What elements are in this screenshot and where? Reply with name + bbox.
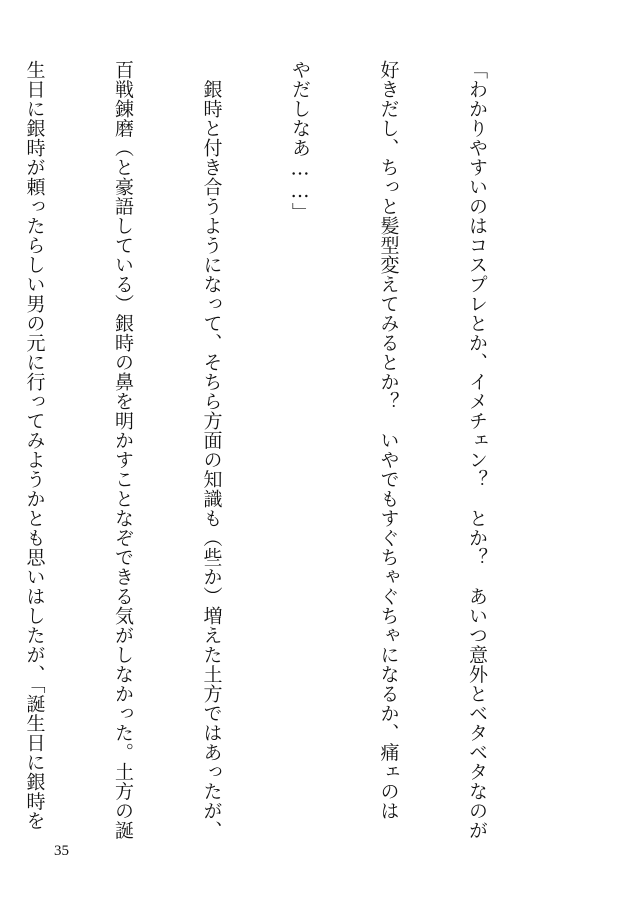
text-column: やだしなあ……」 bbox=[289, 60, 311, 222]
text-column: 百戦錬磨（と豪語している）銀時の鼻を明かすことなぞできる気がしなかった。土方の誕 bbox=[112, 60, 134, 840]
text-column: 生日に銀時が頼ったらしい男の元に行ってみようかとも思いはしたが、「誕生日に銀時を bbox=[23, 60, 46, 831]
text-column: 好きだし、ちっと髪型変えてみるとか？ いやでもすぐちゃぐちゃになるか、痛ェのは bbox=[377, 60, 400, 821]
page-number: 35 bbox=[54, 843, 69, 859]
vertical-text-body bbox=[0, 60, 550, 860]
text-column: 銀時と付き合うようになって、そちら方面の知識も（些か）増えた土方ではあったが、 bbox=[200, 60, 223, 840]
text-column: 「わかりやすいのはコスプレとか、イメチェン？ とか？ あいつ意外とベタベタなのが bbox=[466, 60, 488, 840]
